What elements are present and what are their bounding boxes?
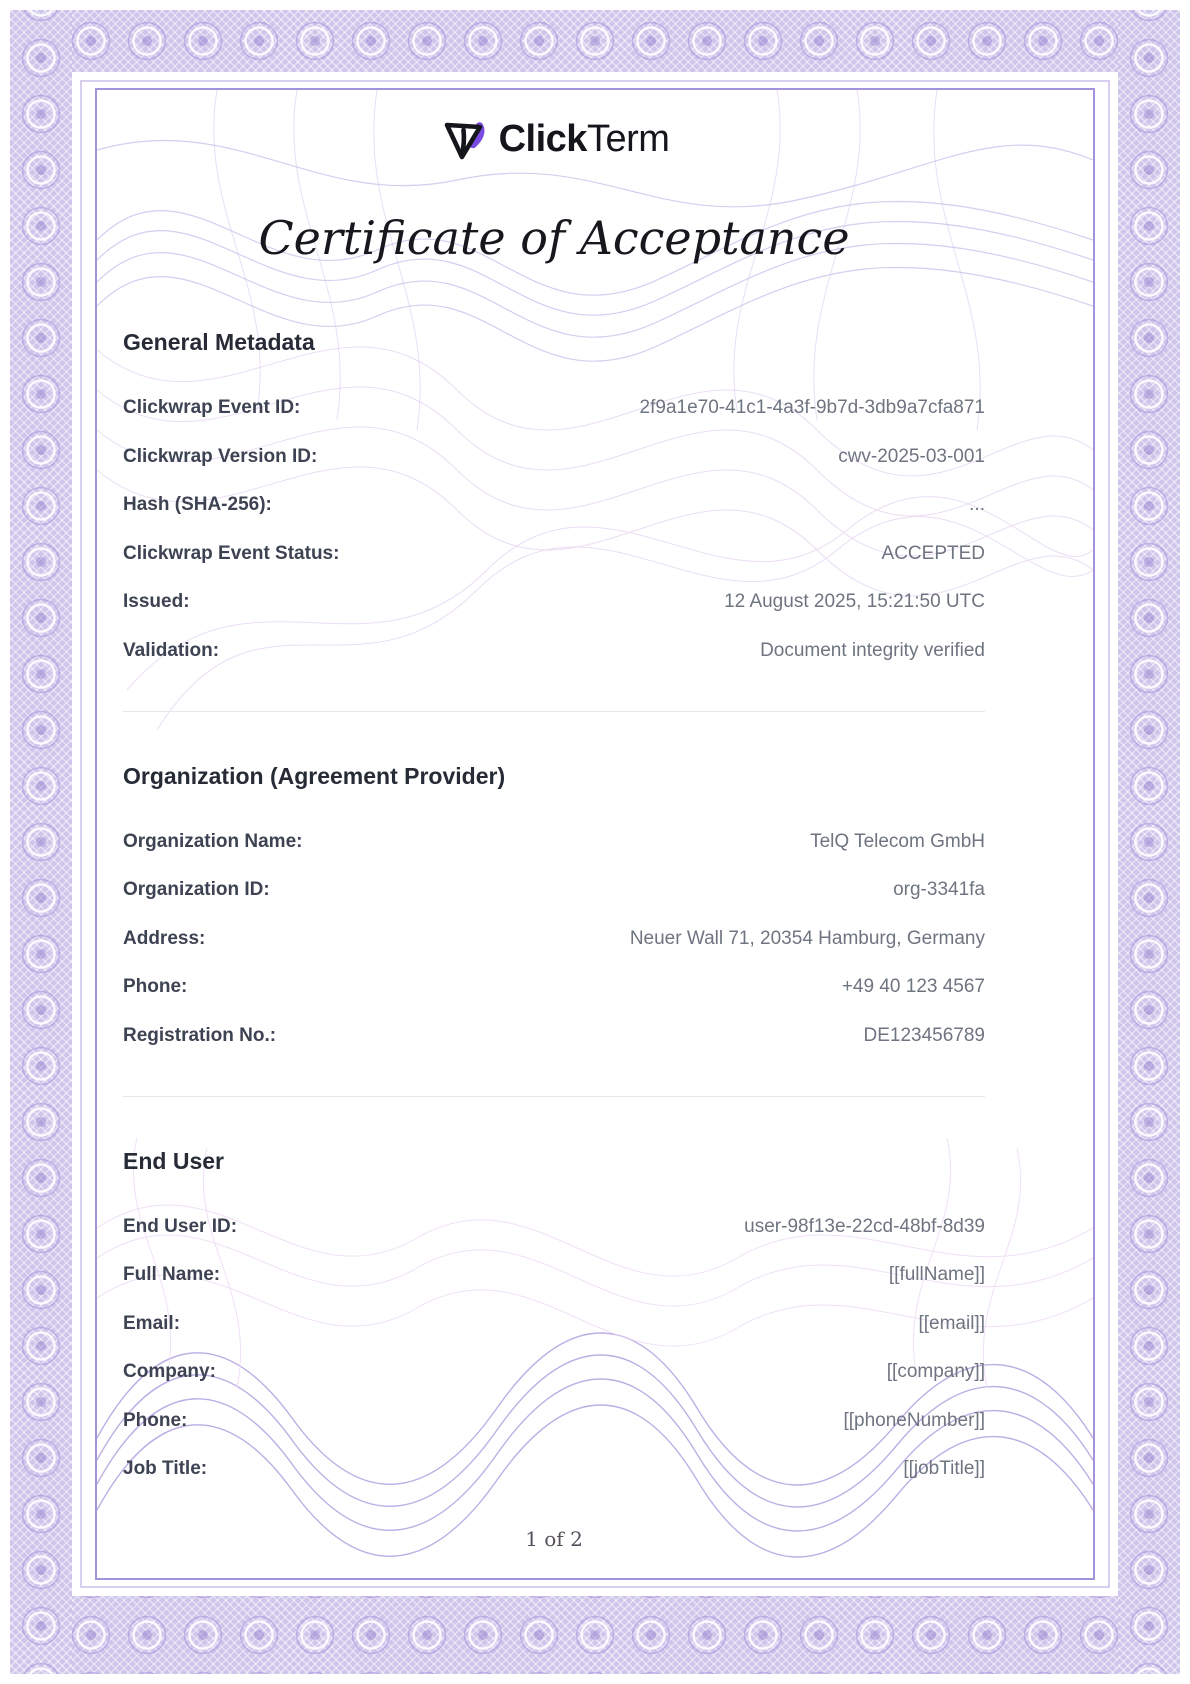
field-row xyxy=(123,639,985,663)
logo-cursor-icon xyxy=(439,115,487,163)
field-value: [[email]] xyxy=(918,1312,985,1334)
field-value: TelQ Telecom GmbH xyxy=(810,830,985,852)
field-value: user-98f13e-22cd-48bf-8d39 xyxy=(744,1215,985,1237)
page-number: 1 of 2 xyxy=(525,1527,583,1551)
section-heading: Organization (Agreement Provider) xyxy=(123,762,506,789)
clickterm-logo xyxy=(123,112,985,166)
field-label: Issued: xyxy=(123,591,190,612)
field-value: org-3341fa xyxy=(893,879,985,900)
field-value: 12 August 2025, 15:21:50 UTC xyxy=(724,591,985,612)
field-value: Neuer Wall 71, 20354 Hamburg, Germany xyxy=(629,927,985,949)
field-row xyxy=(123,590,985,614)
field-label: Validation: xyxy=(123,639,220,661)
field-label: Job Title: xyxy=(123,1458,208,1479)
certificate-title: Certificate of Acceptance xyxy=(258,211,850,265)
section-divider xyxy=(123,1096,985,1097)
field-label: Full Name: xyxy=(123,1264,221,1285)
field-row xyxy=(123,445,985,469)
field-label: End User ID: xyxy=(123,1215,238,1237)
section-heading: End User xyxy=(123,1147,224,1174)
field-label: Organization ID: xyxy=(123,879,270,900)
field-value: Document integrity verified xyxy=(760,639,985,661)
border-band-left xyxy=(10,10,72,1674)
field-row xyxy=(123,493,985,517)
field-row xyxy=(123,878,985,902)
section-divider xyxy=(123,711,985,712)
logo-wordmark-light: Term xyxy=(586,117,670,160)
section-end-user xyxy=(123,1147,985,1482)
field-label: Phone: xyxy=(123,1409,188,1431)
field-value: 2f9a1e70-41c1-4a3f-9b7d-3db9a7cfa871 xyxy=(639,397,985,418)
field-row xyxy=(123,1457,985,1481)
section-general-metadata xyxy=(123,328,985,663)
field-label: Registration No.: xyxy=(123,1024,277,1046)
field-value: [[jobTitle]] xyxy=(903,1458,985,1479)
field-row xyxy=(123,1312,985,1336)
field-row xyxy=(123,1024,985,1048)
field-value: cwv-2025-03-001 xyxy=(838,445,985,467)
section-organization xyxy=(123,762,985,1048)
field-label: Hash (SHA-256): xyxy=(123,494,272,515)
logo-wordmark-bold: Click xyxy=(498,117,587,160)
certificate-frame xyxy=(95,88,1095,1580)
field-row xyxy=(123,975,985,999)
field-label: Clickwrap Event Status: xyxy=(123,542,340,564)
certificate-body xyxy=(123,328,985,1551)
field-row xyxy=(123,1215,985,1239)
border-band-top xyxy=(10,10,1180,72)
logo-wordmark xyxy=(499,118,670,161)
field-row xyxy=(123,1263,985,1287)
field-row xyxy=(123,830,985,854)
field-value: [[company]] xyxy=(886,1361,985,1382)
field-row xyxy=(123,542,985,566)
border-band-right xyxy=(1118,10,1180,1674)
field-label: Company: xyxy=(123,1361,216,1382)
field-row xyxy=(123,1360,985,1384)
field-value: [[fullName]] xyxy=(888,1264,985,1285)
field-value: DE123456789 xyxy=(863,1024,985,1046)
field-row xyxy=(123,1409,985,1433)
border-band-bottom xyxy=(10,1596,1180,1674)
section-heading: General Metadata xyxy=(123,329,315,355)
field-label: Clickwrap Version ID: xyxy=(123,445,318,467)
field-label: Email: xyxy=(123,1312,181,1334)
field-row xyxy=(123,927,985,951)
field-row xyxy=(123,396,985,420)
field-value: [[phoneNumber]] xyxy=(843,1409,985,1431)
field-label: Address: xyxy=(123,927,206,949)
field-label: Organization Name: xyxy=(123,830,303,852)
field-label: Clickwrap Event ID: xyxy=(123,397,301,418)
field-value: ... xyxy=(969,494,985,515)
field-label: Phone: xyxy=(123,976,188,997)
field-value: ACCEPTED xyxy=(881,542,985,564)
field-value: +49 40 123 4567 xyxy=(841,976,985,997)
